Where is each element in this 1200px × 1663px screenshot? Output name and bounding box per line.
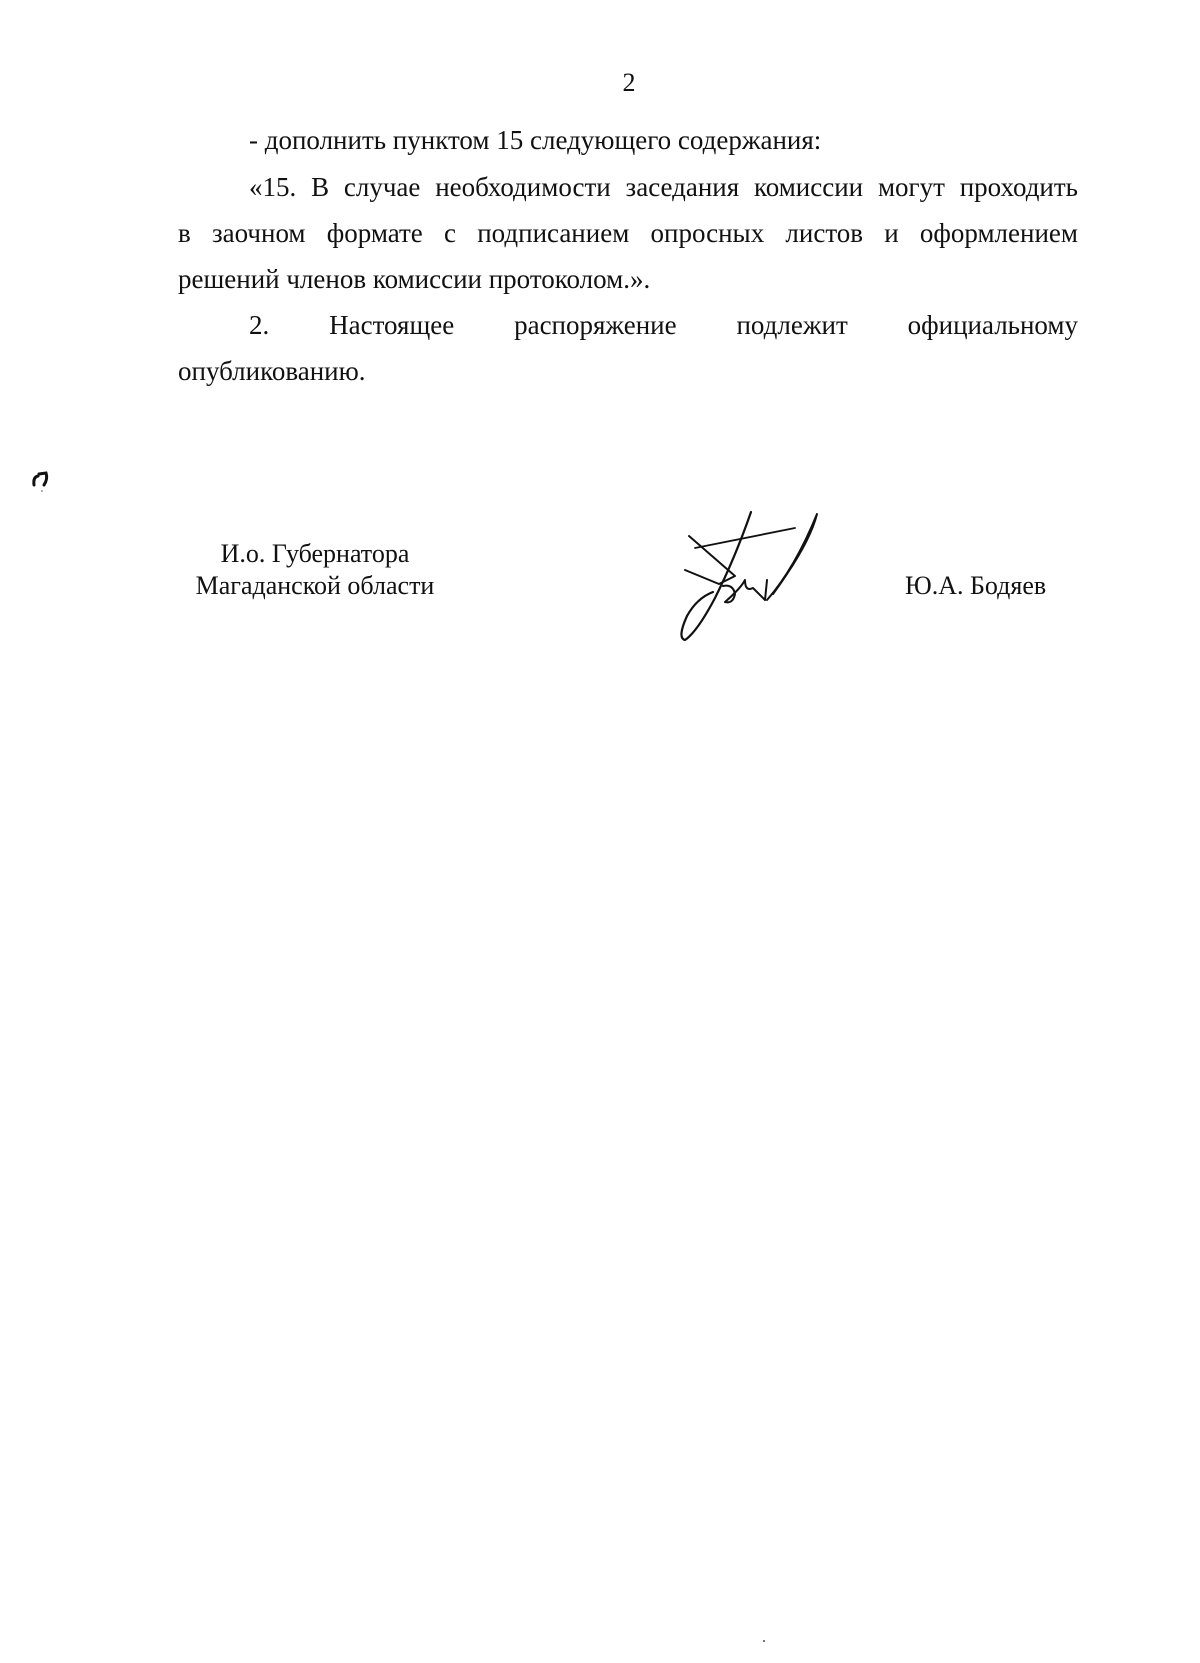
signer-position-line-1: И.о. Губернатора	[220, 539, 410, 568]
page-number: 2	[622, 68, 636, 97]
signer-position-line-2: Магаданской области	[195, 571, 435, 600]
clause-2-line-1: 2. Настоящее распоряжение подлежит официальному	[249, 310, 1078, 340]
amendment-intro-line: - дополнить пунктом 15 следующего содержания:	[249, 125, 822, 155]
scan-speck	[763, 1640, 765, 1642]
clause-15-paragraph	[178, 164, 1078, 302]
clause-2-line-2: опубликованию.	[178, 356, 366, 386]
clause-15-line-3: решений членов комиссии протоколом.».	[178, 264, 651, 294]
handwritten-signature	[675, 508, 835, 643]
signer-name: Ю.А. Бодяев	[905, 571, 1047, 600]
clause-15-line-2: в заочном формате с подписанием опросных листов и оформлением	[178, 218, 1078, 248]
clause-15-line-1: «15. В случае необходимости заседания комиссии могут проходить	[249, 172, 1078, 202]
scan-artifact-mark	[30, 465, 54, 493]
signer-position	[180, 538, 450, 602]
clause-2-paragraph	[178, 302, 1078, 394]
signature-block	[0, 530, 1200, 640]
amendment-intro-paragraph	[178, 117, 1078, 163]
